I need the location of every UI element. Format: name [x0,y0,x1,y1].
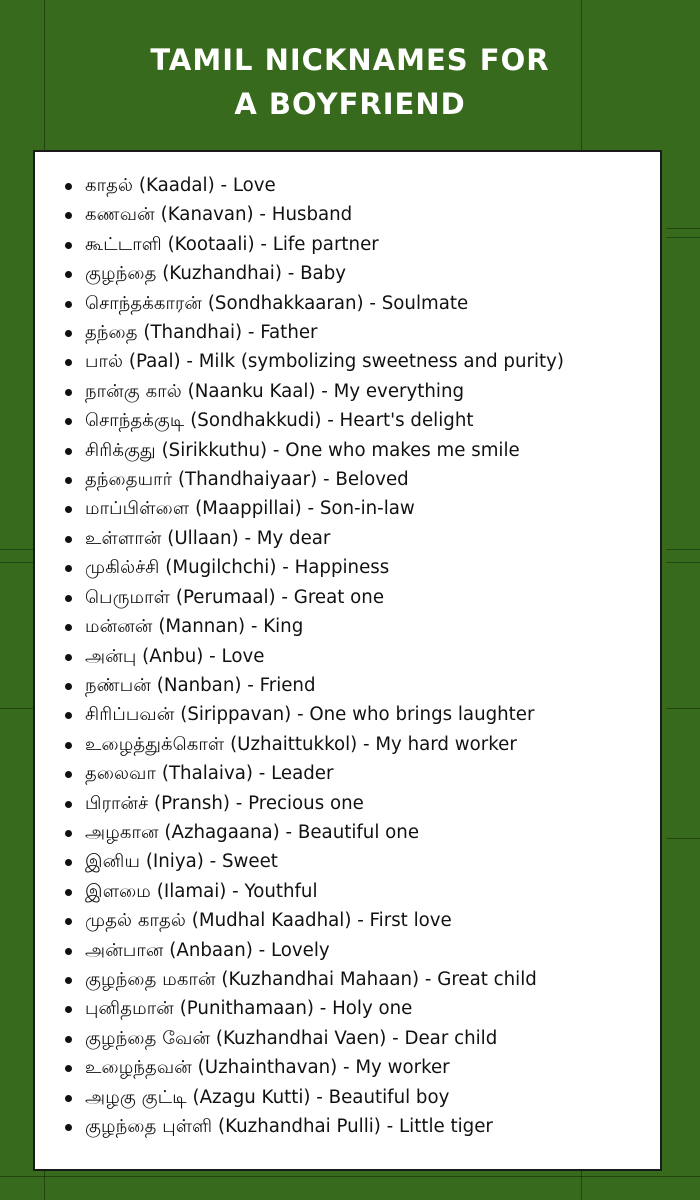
list-item: உழைத்துக்கொள் (Uzhaittukkol) - My hard worker [61,730,564,759]
list-item: நான்கு கால் (Naanku Kaal) - My everything [61,377,564,406]
list-item: மன்னன் (Mannan) - King [61,612,564,641]
background-grid-line [666,237,700,238]
background-grid-line [0,1176,700,1177]
background-grid-line [0,562,34,563]
list-item: அன்பு (Anbu) - Love [61,642,564,671]
list-item: முகில்ச்சி (Mugilchchi) - Happiness [61,553,564,582]
list-item: உழைந்தவன் (Uzhainthavan) - My worker [61,1053,564,1082]
list-item: தந்தையார் (Thandhaiyaar) - Beloved [61,465,564,494]
list-item: கணவன் (Kanavan) - Husband [61,200,564,229]
list-item: சொந்தக்குடி (Sondhakkudi) - Heart's delight [61,406,564,435]
page-title [0,38,700,126]
nickname-card [33,150,662,1171]
background-grid-line [666,562,700,563]
list-item: சொந்தக்காரன் (Sondhakkaaran) - Soulmate [61,289,564,318]
list-item: இனிய (Iniya) - Sweet [61,847,564,876]
list-item: முதல் காதல் (Mudhal Kaadhal) - First love [61,906,564,935]
list-item: இளமை (Ilamai) - Youthful [61,877,564,906]
background-grid-line [666,708,700,709]
list-item: பால் (Paal) - Milk (symbolizing sweetness and purity) [61,347,564,376]
list-item: பிரான்ச் (Pransh) - Precious one [61,789,564,818]
background-grid-line [666,228,700,229]
background-grid-line [666,838,700,839]
list-item: மாப்பிள்ளை (Maappillai) - Son-in-law [61,494,564,523]
list-item: குழந்தை (Kuzhandhai) - Baby [61,259,564,288]
list-item: தந்தை (Thandhai) - Father [61,318,564,347]
background-grid-line [0,549,34,550]
list-item: தலைவா (Thalaiva) - Leader [61,759,564,788]
nickname-list [61,171,564,1141]
background-grid-line [0,708,34,709]
list-item: நண்பன் (Nanban) - Friend [61,671,564,700]
list-item: கூட்டாளி (Kootaali) - Life partner [61,230,564,259]
title-line-1: TAMIL NICKNAMES FOR [150,43,550,77]
list-item: சிரிப்பவன் (Sirippavan) - One who brings laughter [61,700,564,729]
list-item: அழகான (Azhagaana) - Beautiful one [61,818,564,847]
list-item: சிரிக்குது (Sirikkuthu) - One who makes me smile [61,436,564,465]
list-item: புனிதமான் (Punithamaan) - Holy one [61,994,564,1023]
list-item: உள்ளான் (Ullaan) - My dear [61,524,564,553]
list-item: காதல் (Kaadal) - Love [61,171,564,200]
title-line-2: A BOYFRIEND [234,87,466,121]
list-item: அழகு குட்டி (Azagu Kutti) - Beautiful boy [61,1083,564,1112]
list-item: பெருமாள் (Perumaal) - Great one [61,583,564,612]
background-grid-line [666,549,700,550]
list-item: அன்பான (Anbaan) - Lovely [61,936,564,965]
list-item: குழந்தை மகான் (Kuzhandhai Mahaan) - Great child [61,965,564,994]
list-item: குழந்தை புள்ளி (Kuzhandhai Pulli) - Little tiger [61,1112,564,1141]
list-item: குழந்தை வேன் (Kuzhandhai Vaen) - Dear child [61,1024,564,1053]
